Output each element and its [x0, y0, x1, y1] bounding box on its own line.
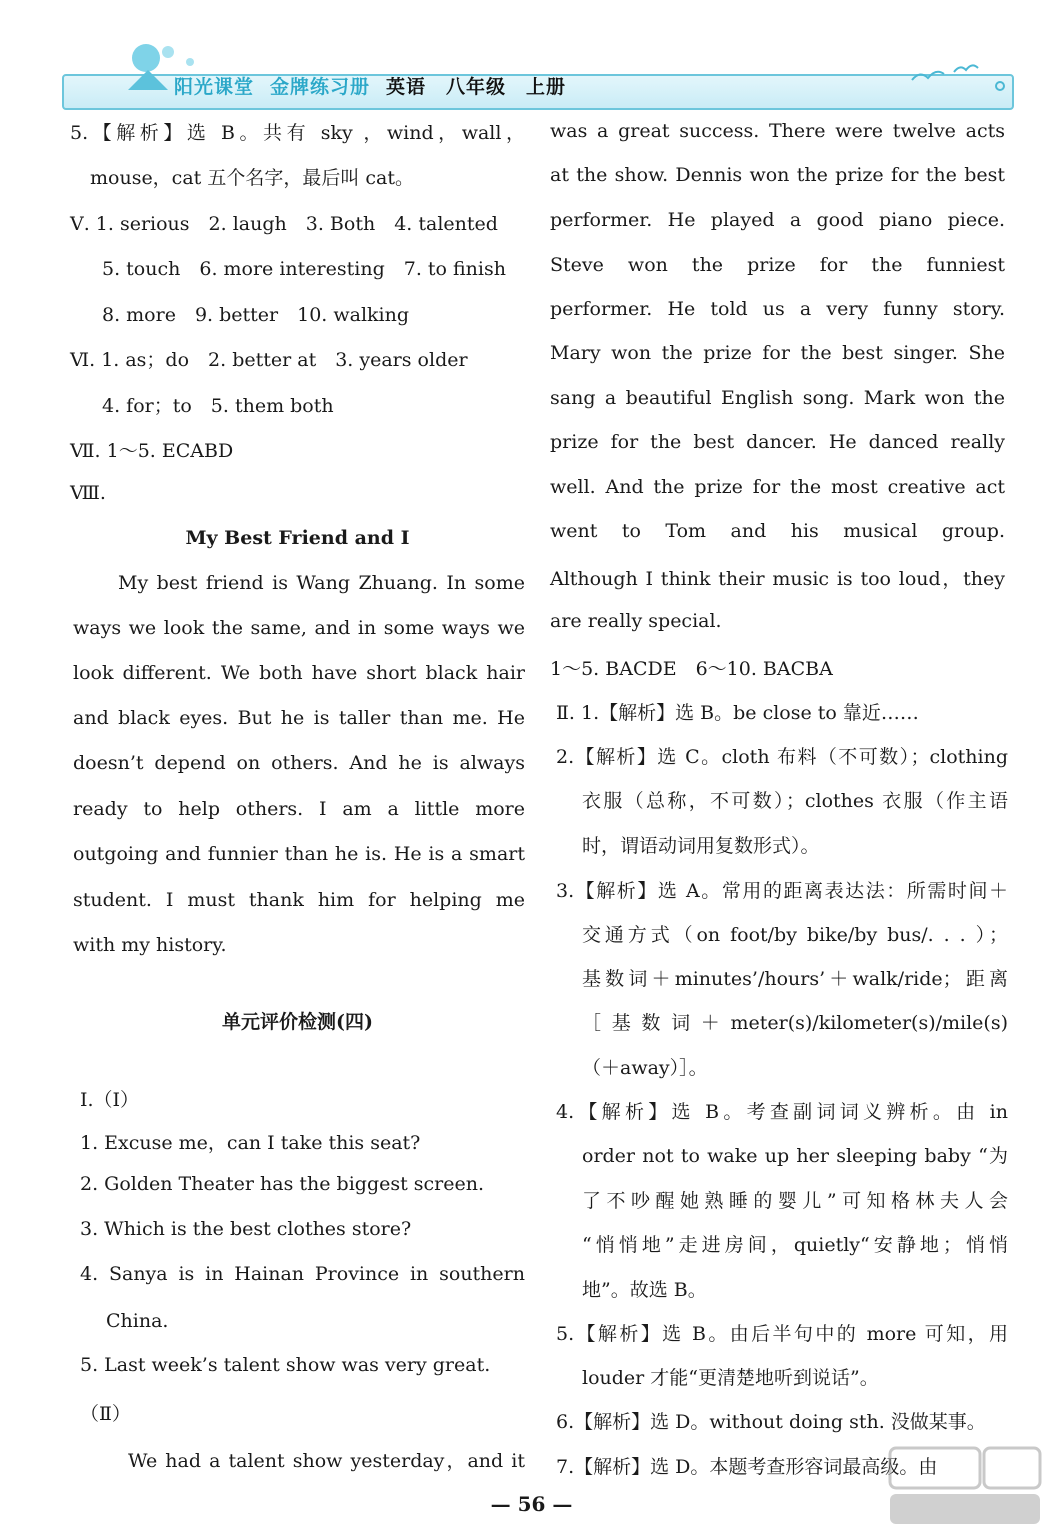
left-column [70, 118, 525, 1488]
answer-line: （＋away）］。 [582, 1057, 708, 1079]
header-title [174, 72, 566, 99]
answer-line: Ⅶ. 1～5. ECABD [70, 440, 234, 462]
answer-line: 时，谓语动词用复数形式）。 [582, 835, 820, 857]
right-column [550, 118, 1008, 1488]
essay-line: student. I must thank him for helping me [73, 889, 525, 911]
transcript-line: performer. He played a good piano piece. [550, 209, 1005, 231]
answer-line: Ⅴ. 1. serious 2. laugh 3. Both 4. talented [70, 213, 498, 235]
essay-line: ways we look the same, and in some ways we [73, 617, 525, 639]
transcript-line: went to Tom and his musical group. [550, 520, 1005, 542]
answer-line: 1～5. BACDE 6～10. BACBA [550, 658, 833, 680]
answer-line: “悄悄地”走进房间，quietly“安静地；悄悄 [582, 1234, 1008, 1256]
answer-line: Ⅰ.（Ⅰ） [80, 1089, 140, 1111]
answer-line: 2.【解析】选 C。cloth 布料（不可数）；clothing [556, 746, 1008, 768]
answer-line: louder 才能“更清楚地听到说话”。 [582, 1367, 879, 1389]
answer-line: 地”。故选 B。 [582, 1279, 707, 1301]
transcript-line: was a great success. There were twelve acts [550, 120, 1005, 142]
answer-line: 5. touch 6. more interesting 7. to finish [102, 258, 506, 280]
transcript-line: are really special. [550, 610, 722, 632]
section-title: 单元评价检测(四) [222, 1011, 373, 1033]
series-name: 金牌练习册 [270, 76, 371, 98]
essay-line: My best friend is Wang Zhuang. In some [118, 572, 525, 594]
answer-line: 衣服（总称，不可数）；clothes 衣服（作主语 [582, 790, 1008, 812]
transcript-line: China. [106, 1310, 169, 1332]
brand-name: 阳光课堂 [174, 76, 255, 98]
essay-title: My Best Friend and I [185, 527, 410, 549]
page-number: — 56 — [490, 1492, 573, 1516]
transcript-line: sang a beautiful English song. Mark won the [550, 387, 1005, 409]
page-header [62, 40, 1010, 112]
transcript-line: at the show. Dennis won the prize for the best [550, 164, 1005, 186]
essay-line: with my history. [73, 934, 227, 956]
answer-line: 7.【解析】选 D。本题考查形容词最高级。由 [556, 1456, 938, 1478]
answer-line: mouse，cat 五个名字，最后叫 cat。 [90, 167, 414, 189]
transcript-line: performer. He told us a very funny story. [550, 298, 1005, 320]
answer-line: Ⅷ. [70, 482, 106, 504]
transcript-line: 1. Excuse me，can I take this seat? [80, 1132, 421, 1154]
answer-line: order not to wake up her sleeping baby “为 [582, 1145, 1008, 1167]
answer-line: 基数词＋minutes’/hours’＋walk/ride；距离 [582, 968, 1008, 990]
essay-line: doesn’t depend on others. And he is always [73, 752, 525, 774]
answer-line: 5.【解析】选 B。共有 sky ，wind，wall， [70, 122, 525, 144]
answer-line: 4. for；to 5. them both [102, 395, 334, 417]
answer-line: 6.【解析】选 D。without doing sth. 没做某事。 [556, 1411, 986, 1433]
transcript-line: 2. Golden Theater has the biggest screen. [80, 1173, 485, 1195]
transcript-line: Although I think their music is too loud，they [550, 568, 1005, 590]
essay-line: and black eyes. But he is taller than me. He [73, 707, 525, 729]
answer-line: 8. more 9. better 10. walking [102, 304, 410, 326]
answer-line: Ⅵ. 1. as；do 2. better at 3. years older [70, 349, 468, 371]
transcript-line: We had a talent show yesterday，and it [128, 1450, 525, 1472]
transcript-line: Steve won the prize for the funniest [550, 254, 1005, 276]
answer-line: 了不吵醒她熟睡的婴儿”可知格林夫人会 [582, 1190, 1008, 1212]
transcript-line: well. And the prize for the most creative act [550, 476, 1005, 498]
answer-line: Ⅱ. 1.【解析】选 B。be close to 靠近…… [556, 702, 919, 724]
essay-line: ready to help others. I am a little more [73, 798, 525, 820]
transcript-line: Mary won the prize for the best singer. She [550, 342, 1005, 364]
birds-icon [902, 52, 1012, 92]
subject-grade: 英语 八年级 上册 [386, 76, 567, 98]
essay-line: outgoing and funnier than he is. He is a smart [73, 843, 525, 865]
transcript-line: 5. Last week’s talent show was very great. [80, 1354, 491, 1376]
answer-line: （Ⅱ） [80, 1403, 131, 1425]
answer-line: 交通方式（on foot/by bike/by bus/. . . ）； [582, 924, 1008, 946]
answer-line: 4.【解析】选 B。考查副词词义辨析。由 in [556, 1101, 1008, 1123]
transcript-line: prize for the best dancer. He danced really [550, 431, 1005, 453]
answer-line: 3.【解析】选 A。常用的距离表达法：所需时间＋ [556, 880, 1008, 902]
answer-line: 5.【解析】选 B。由后半句中的 more 可知，用 [556, 1323, 1008, 1345]
transcript-line: 3. Which is the best clothes store? [80, 1218, 412, 1240]
watermark-stamp-icon [880, 1440, 1050, 1530]
answer-line: ［基数词＋meter(s)/kilometer(s)/mile(s) [582, 1012, 1008, 1034]
essay-line: look different. We both have short black hair [73, 662, 525, 684]
transcript-line: 4. Sanya is in Hainan Province in southern [80, 1263, 525, 1285]
